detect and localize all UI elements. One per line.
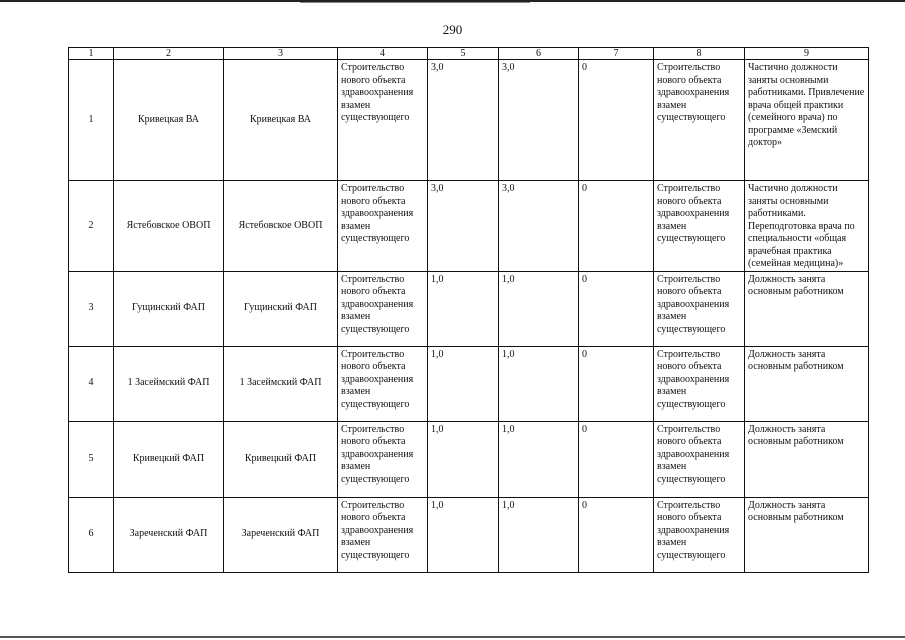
row-number: 1 bbox=[69, 60, 114, 181]
value-col7: 0 bbox=[579, 271, 654, 346]
facility-table bbox=[68, 47, 869, 573]
header-cell-4: 4 bbox=[338, 48, 428, 60]
staffing-note: Должность занята основным работником bbox=[745, 346, 869, 421]
facility-name: Кривецкая ВА bbox=[114, 60, 224, 181]
header-cell-6: 6 bbox=[499, 48, 579, 60]
measure-text-planned: Строительство нового объекта здравоохранения взамен существующего bbox=[654, 60, 745, 181]
facility-name: Ястебовское ОВОП bbox=[114, 181, 224, 272]
staffing-note: Должность занята основным работником bbox=[745, 271, 869, 346]
value-col6: 3,0 bbox=[499, 60, 579, 181]
staffing-note: Частично должности заняты основными работниками. Привлечение врача общей практики (семейного врача) по программе «Земский доктор» bbox=[745, 60, 869, 181]
row-number: 6 bbox=[69, 497, 114, 572]
facility-name: Гущинский ФАП bbox=[114, 271, 224, 346]
header-cell-1: 1 bbox=[69, 48, 114, 60]
table-row bbox=[69, 60, 869, 181]
table-row bbox=[69, 346, 869, 421]
value-col7: 0 bbox=[579, 181, 654, 272]
value-col6: 1,0 bbox=[499, 497, 579, 572]
header-cell-8: 8 bbox=[654, 48, 745, 60]
facility-name: Зареченский ФАП bbox=[114, 497, 224, 572]
facility-name-planned: Кривецкая ВА bbox=[224, 60, 338, 181]
value-col5: 1,0 bbox=[428, 271, 499, 346]
table-row bbox=[69, 271, 869, 346]
value-col7: 0 bbox=[579, 60, 654, 181]
facility-name-planned: Гущинский ФАП bbox=[224, 271, 338, 346]
scan-edge-bottom bbox=[0, 636, 905, 638]
measure-text-planned: Строительство нового объекта здравоохранения взамен существующего bbox=[654, 271, 745, 346]
facility-name-planned: Кривецкий ФАП bbox=[224, 421, 338, 497]
measure-text: Строительство нового объекта здравоохранения взамен существующего bbox=[338, 60, 428, 181]
measure-text-planned: Строительство нового объекта здравоохранения взамен существующего bbox=[654, 181, 745, 272]
facility-name-planned: 1 Засеймский ФАП bbox=[224, 346, 338, 421]
measure-text-planned: Строительство нового объекта здравоохранения взамен существующего bbox=[654, 346, 745, 421]
staffing-note: Должность занята основным работником bbox=[745, 497, 869, 572]
header-row bbox=[69, 48, 869, 60]
header-cell-9: 9 bbox=[745, 48, 869, 60]
table-row bbox=[69, 181, 869, 272]
value-col5: 3,0 bbox=[428, 181, 499, 272]
staffing-note: Частично должности заняты основными работниками. Переподготовка врача по специальности «общая врачебная практика (семейная медицина)» bbox=[745, 181, 869, 272]
header-cell-7: 7 bbox=[579, 48, 654, 60]
measure-text: Строительство нового объекта здравоохранения взамен существующего bbox=[338, 421, 428, 497]
value-col7: 0 bbox=[579, 421, 654, 497]
value-col5: 1,0 bbox=[428, 346, 499, 421]
value-col7: 0 bbox=[579, 497, 654, 572]
row-number: 3 bbox=[69, 271, 114, 346]
table-row bbox=[69, 421, 869, 497]
scan-artifact bbox=[300, 2, 530, 3]
value-col6: 3,0 bbox=[499, 181, 579, 272]
facility-name: 1 Засеймский ФАП bbox=[114, 346, 224, 421]
measure-text: Строительство нового объекта здравоохранения взамен существующего bbox=[338, 181, 428, 272]
facility-name: Кривецкий ФАП bbox=[114, 421, 224, 497]
value-col6: 1,0 bbox=[499, 271, 579, 346]
value-col6: 1,0 bbox=[499, 421, 579, 497]
measure-text: Строительство нового объекта здравоохранения взамен существующего bbox=[338, 271, 428, 346]
header-cell-5: 5 bbox=[428, 48, 499, 60]
measure-text-planned: Строительство нового объекта здравоохранения взамен существующего bbox=[654, 497, 745, 572]
measure-text-planned: Строительство нового объекта здравоохранения взамен существующего bbox=[654, 421, 745, 497]
row-number: 5 bbox=[69, 421, 114, 497]
facility-name-planned: Зареченский ФАП bbox=[224, 497, 338, 572]
facility-name-planned: Ястебовское ОВОП bbox=[224, 181, 338, 272]
row-number: 2 bbox=[69, 181, 114, 272]
header-cell-2: 2 bbox=[114, 48, 224, 60]
row-number: 4 bbox=[69, 346, 114, 421]
page-number: 290 bbox=[442, 22, 463, 37]
measure-text: Строительство нового объекта здравоохранения взамен существующего bbox=[338, 346, 428, 421]
measure-text: Строительство нового объекта здравоохранения взамен существующего bbox=[338, 497, 428, 572]
staffing-note: Должность занята основным работником bbox=[745, 421, 869, 497]
value-col5: 3,0 bbox=[428, 60, 499, 181]
value-col5: 1,0 bbox=[428, 497, 499, 572]
header-cell-3: 3 bbox=[224, 48, 338, 60]
value-col7: 0 bbox=[579, 346, 654, 421]
value-col6: 1,0 bbox=[499, 346, 579, 421]
table-row bbox=[69, 497, 869, 572]
value-col5: 1,0 bbox=[428, 421, 499, 497]
